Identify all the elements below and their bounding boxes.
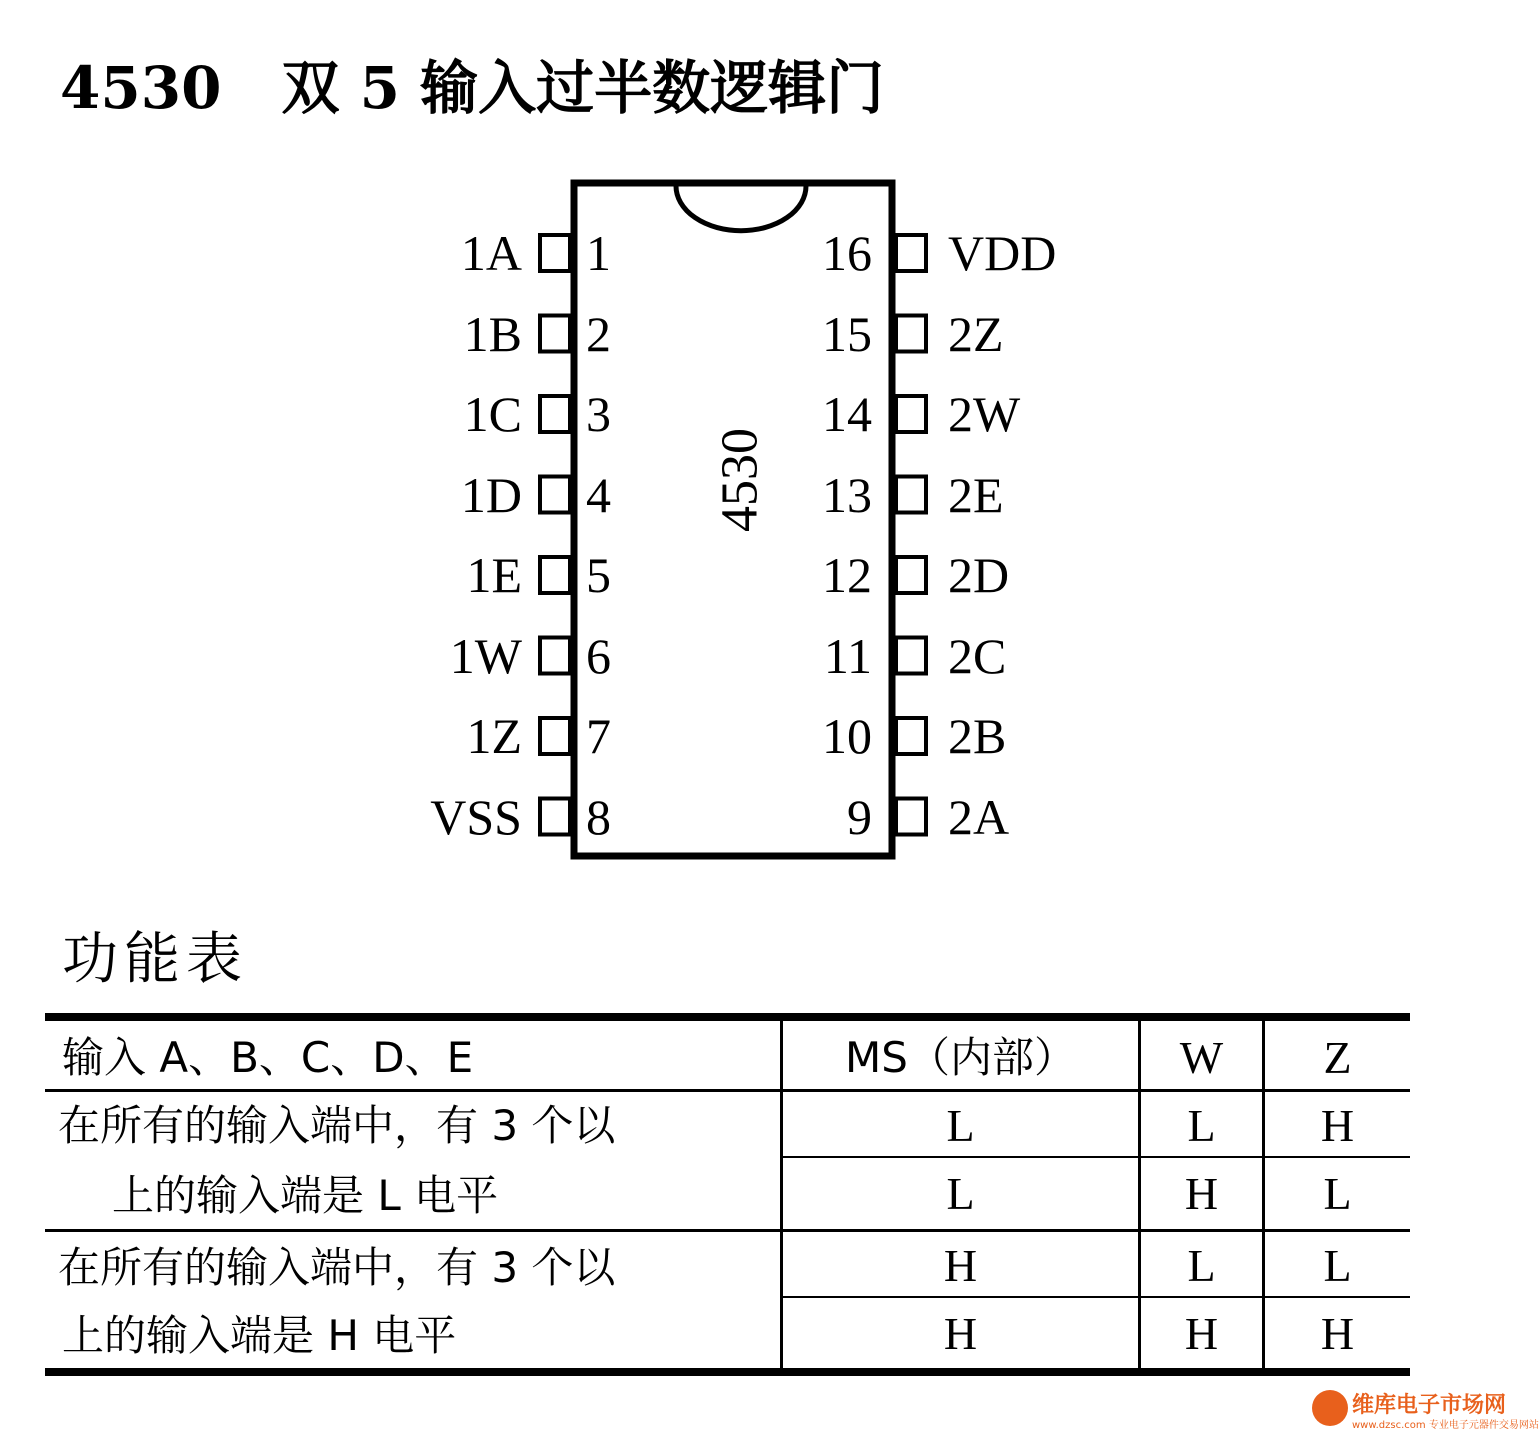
pin-number-11: 11 — [823, 627, 872, 684]
pin-number-9: 9 — [847, 788, 872, 845]
table-cell: H — [943, 1240, 978, 1291]
table-group-rule — [45, 1229, 1410, 1232]
pin-box — [540, 396, 570, 432]
logo-brand: 维库电子市场网 — [1352, 1393, 1507, 1418]
pin-box — [540, 316, 570, 352]
pin-box — [896, 235, 926, 271]
pin-number-2: 2 — [586, 305, 611, 362]
pin-label-1b: 1B — [463, 305, 522, 362]
table-row-rule — [782, 1296, 1410, 1298]
table-cell: L — [946, 1100, 975, 1151]
pin-label-2w: 2W — [948, 386, 1021, 442]
pin-number-13: 13 — [822, 466, 872, 523]
pin-label-2b: 2B — [948, 708, 1007, 764]
pin-box — [896, 316, 926, 352]
pin-number-14: 14 — [822, 386, 872, 442]
table-cell: H — [1184, 1308, 1219, 1359]
pin-box — [540, 477, 570, 513]
table-cell: L — [1187, 1240, 1216, 1291]
pin-number-7: 7 — [586, 708, 611, 764]
header-w: W — [1179, 1032, 1224, 1083]
pin-box — [540, 799, 570, 835]
function-table-title: 功能表 — [62, 927, 248, 992]
pin-number-12: 12 — [822, 547, 872, 603]
table-cell: H — [1320, 1100, 1355, 1151]
condition-text: 上的输入端是 L 电平 — [112, 1171, 499, 1220]
pin-box — [540, 638, 570, 674]
logo-tagline: www.dzsc.com 专业电子元器件交易网站 — [1352, 1420, 1539, 1431]
chip-notch — [676, 186, 806, 231]
table-cell: L — [946, 1168, 975, 1219]
table-cell: L — [1323, 1168, 1352, 1219]
pin-label-2c: 2C — [948, 627, 1007, 684]
pin-box — [896, 799, 926, 835]
watermark-logo — [1312, 1388, 1539, 1440]
table-row-rule — [782, 1156, 1410, 1158]
pin-number-6: 6 — [586, 627, 611, 684]
pin-box — [540, 557, 570, 593]
part-number: 4530 — [60, 54, 222, 122]
header-z: Z — [1323, 1032, 1352, 1083]
condition-text: 在所有的输入端中，有 3 个以 — [58, 1243, 616, 1292]
pin-label-1c: 1C — [463, 386, 522, 442]
table-cell: H — [943, 1308, 978, 1359]
pin-number-10: 10 — [822, 708, 872, 764]
pin-label-1z: 1Z — [466, 708, 522, 764]
pin-number-8: 8 — [586, 788, 611, 845]
table-cell: L — [1187, 1100, 1216, 1151]
table-top-rule — [45, 1013, 1410, 1021]
pin-label-1e: 1E — [466, 547, 522, 603]
chip-name: 4530 — [711, 428, 769, 532]
pin-box — [540, 235, 570, 271]
pin-box — [896, 557, 926, 593]
condition-text: 在所有的输入端中，有 3 个以 — [58, 1101, 616, 1150]
pin-label-vdd: VDD — [948, 225, 1057, 281]
pin-label-1a: 1A — [460, 225, 522, 281]
logo-icon — [1312, 1390, 1348, 1426]
header-ms: MS（内部） — [845, 1033, 1076, 1082]
pin-label-1d: 1D — [460, 466, 522, 523]
pin-box — [896, 638, 926, 674]
pin-label-2z: 2Z — [948, 305, 1004, 362]
pin-label-vss: VSS — [430, 788, 522, 845]
table-cell: H — [1184, 1168, 1219, 1219]
pin-label-2e: 2E — [948, 466, 1004, 523]
table-bottom-rule — [45, 1368, 1410, 1376]
header-inputs: 输入 A、B、C、D、E — [62, 1033, 474, 1082]
pin-number-4: 4 — [586, 466, 611, 523]
pin-label-2d: 2D — [948, 547, 1010, 603]
table-header-rule — [45, 1089, 1410, 1092]
table-cell: H — [1320, 1308, 1355, 1359]
pin-number-5: 5 — [586, 547, 611, 603]
pin-box — [896, 396, 926, 432]
pin-box — [896, 718, 926, 754]
pin-label-1w: 1W — [449, 627, 522, 684]
pin-number-1: 1 — [586, 225, 611, 281]
condition-text: 上的输入端是 H 电平 — [62, 1311, 457, 1360]
table-cell: L — [1323, 1240, 1352, 1291]
pin-box — [896, 477, 926, 513]
pin-number-16: 16 — [822, 225, 872, 281]
pin-label-2a: 2A — [948, 788, 1010, 845]
pin-box — [540, 718, 570, 754]
pin-number-15: 15 — [822, 305, 872, 362]
pin-number-3: 3 — [586, 386, 611, 442]
part-description: 双 5 输入过半数逻辑门 — [281, 54, 885, 122]
